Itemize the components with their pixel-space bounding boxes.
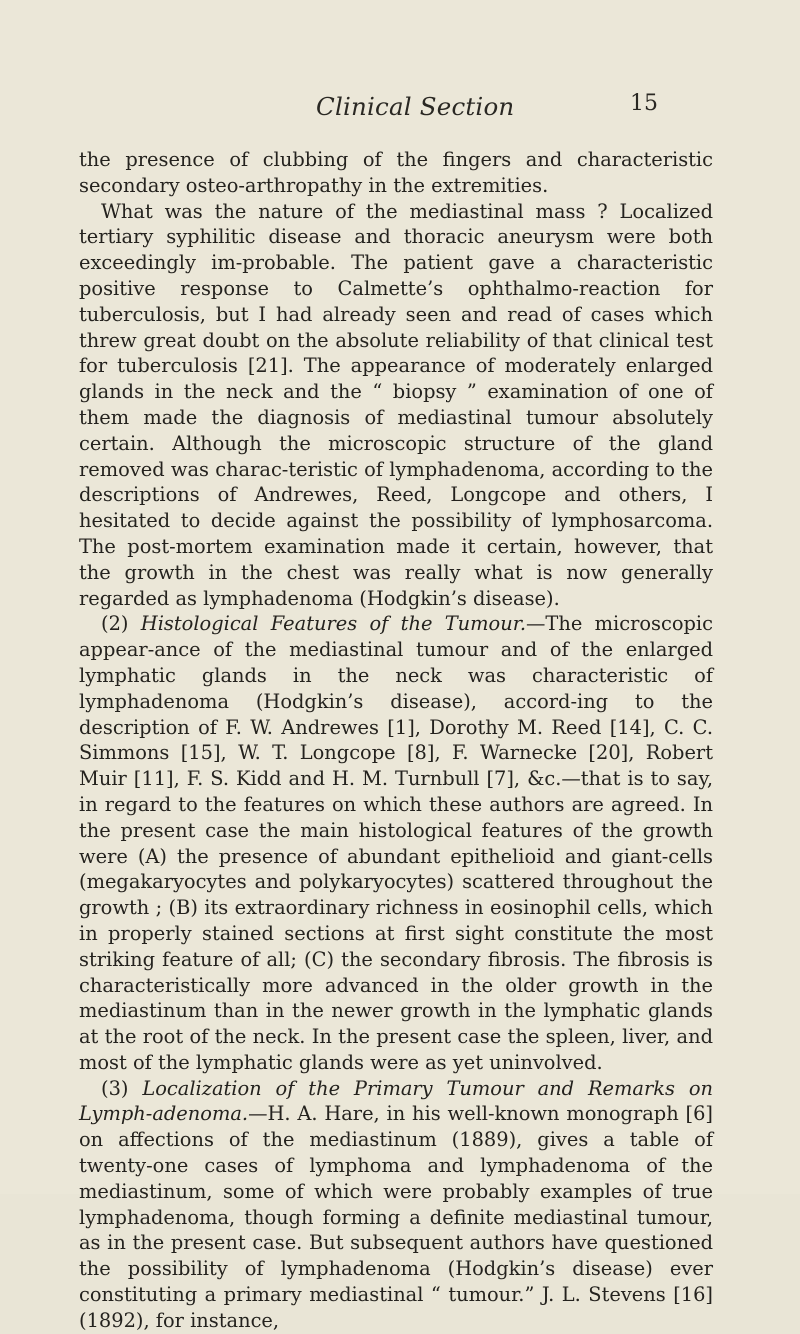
section-number: (3) [101,1076,129,1100]
section-number: (2) [101,612,129,636]
paragraph-histological-features [79,611,713,1075]
section-text: —The microscopic appear-ance of the mediastinal tumour and of the enlarged lymphatic glands in the neck was characteristic of lymphadenoma (Hodgkin’s disease), accord-ing to the description of F. W. Andrewes [1], Dorothy M. Reed [14], C. C. Simmons [15], W. T. Longcope [8], F. Warnecke [20], Robert Muir [11], F. S. Kidd and H. M. Turnbull [7], &c.—that is to say, in regard to the features on which these authors are agreed. In the present case the main histological features of the growth were (A) the presence of abundant epithelioid and giant-cells (megakaryocytes and polykaryocytes) scattered throughout the growth ; (B) its extraordinary richness in eosinophil cells, which in properly stained sections at first sight constitute the most striking feature of all; (C) the secondary fibrosis. The fibrosis is characteristically more advanced in the older growth in the mediastinum than in the newer growth in the lymphatic glands at the root of the neck. In the present case the spleen, liver, and most of the lymphatic glands were as yet uninvolved. [79,612,713,1074]
page-number: 15 [630,91,658,116]
body-text [79,147,713,1334]
section-heading: Histological Features of the Tumour. [140,612,527,636]
running-title: Clinical Section [316,92,515,121]
paragraph-mediastinal-mass: What was the nature of the mediastinal mass ? Localized tertiary syphilitic disease and thoracic aneurysm were both exceedingly im-probable. The patient gave a characteristic positive response to Calmette’s ophthalmo-reaction for tuberculosis, but I had already seen and read of cases which threw great doubt on the absolute reliability of that clinical test for tuberculosis [21]. The appearance of moderately enlarged glands in the neck and the “ biopsy ” examination of one of them made the diagnosis of mediastinal tumour absolutely certain. Although the microscopic structure of the gland removed was charac-teristic of lymphadenoma, according to the descriptions of Andrewes, Reed, Longcope and others, I hesitated to decide against the possibility of lymphosarcoma. The post-mortem examination made it certain, however, that the growth in the chest was really what is now generally regarded as lymphadenoma (Hodgkin’s disease). [79,199,713,610]
section-text: —H. A. Hare, in his well-known monograph [6] on affections of the mediastinum (1889), gives a table of twenty-one cases of lymphoma and lymphadenoma of the mediastinum, some of which were probably examples of true lymphadenoma, though forming a definite mediastinal tumour, as in the present case. But subsequent authors have questioned the possibility of lymphadenoma (Hodgkin’s disease) ever constituting a primary mediastinal “ tumour.” J. L. Stevens [16] (1892), for instance, [79,1102,713,1332]
section-heading: Localization of the Primary Tumour and Remarks on Lymph-adenoma. [79,1076,713,1126]
paragraph-localization [79,1076,713,1334]
paragraph-continuation: the presence of clubbing of the fingers and characteristic secondary osteo-arthropathy in the extremities. [79,148,713,197]
